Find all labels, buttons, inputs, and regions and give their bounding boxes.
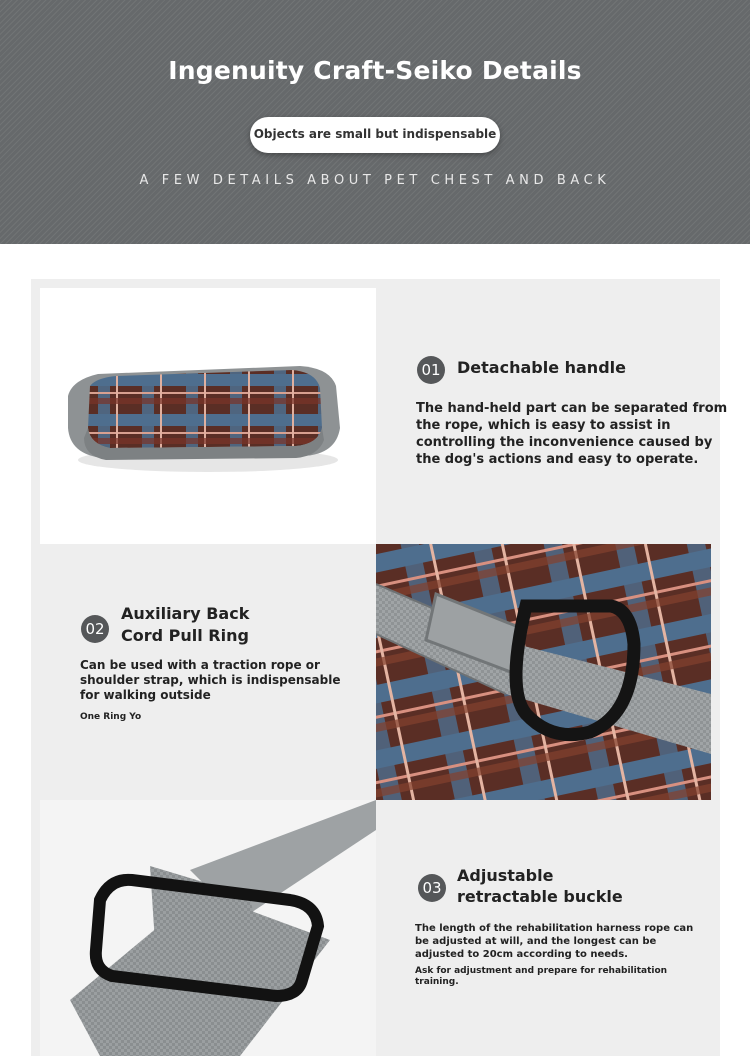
header-banner [0, 0, 750, 244]
feature-title-03-line1: Adjustable [457, 866, 554, 885]
feature-note-03-line1: Ask for adjustment and prepare for rehabilitation [415, 966, 668, 976]
feature-number-badge-02: 02 [81, 615, 109, 643]
d-ring-image [376, 544, 711, 800]
feature-title-02-line2: Cord Pull Ring [121, 626, 249, 645]
buckle-image [40, 800, 376, 1056]
feature-desc-01-line2: the rope, which is easy to assist in [416, 418, 671, 433]
feature-desc-01-line1: The hand-held part can be separated from [416, 401, 728, 416]
feature-desc-03-line2: be adjusted at will, and the longest can be [415, 936, 657, 947]
feature-desc-01-line4: the dog's actions and easy to operate. [416, 452, 699, 467]
feature-note-03-line2: training. [415, 977, 459, 987]
page-title: Ingenuity Craft-Seiko Details [168, 56, 582, 85]
feature-desc-02-line3: for walking outside [80, 688, 211, 702]
feature-title-03-line2: retractable buckle [457, 887, 623, 906]
handle-image [40, 288, 376, 544]
feature-title-01: Detachable handle [457, 358, 626, 377]
feature-desc-02-line2: shoulder strap, which is indispensable [80, 673, 341, 687]
feature-number-badge-01: 01 [417, 356, 445, 384]
feature-title-02-line1: Auxiliary Back [121, 604, 250, 623]
feature-note-02: One Ring Yo [80, 712, 142, 722]
header-subtitle: A FEW DETAILS ABOUT PET CHEST AND BACK [139, 173, 611, 188]
feature-desc-01-line3: controlling the inconvenience caused by [416, 435, 713, 450]
tagline-pill: Objects are small but indispensable [250, 117, 500, 153]
feature-desc-03-line1: The length of the rehabilitation harness rope can [415, 923, 694, 934]
feature-desc-03-line3: adjusted to 20cm according to needs. [415, 949, 628, 960]
feature-number-badge-03: 03 [418, 874, 446, 902]
feature-desc-02-line1: Can be used with a traction rope or [80, 658, 320, 672]
